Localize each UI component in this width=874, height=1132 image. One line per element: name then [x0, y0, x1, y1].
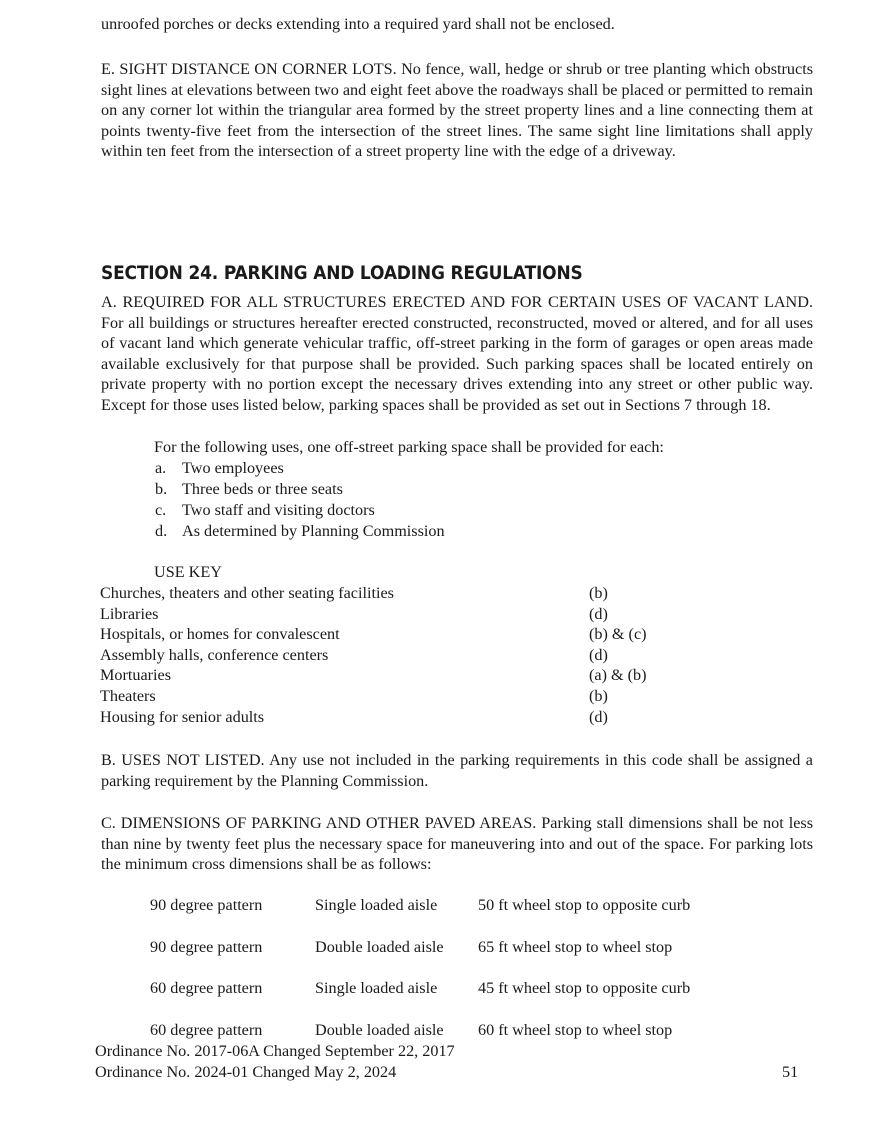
- dimension-measure: 45 ft wheel stop to opposite curb: [478, 979, 691, 997]
- criteria-text: As determined by Planning Commission: [182, 522, 445, 540]
- criteria-letter: d.: [155, 522, 168, 540]
- use-key-row: [100, 665, 720, 686]
- use-key-use: Churches, theaters and other seating facilities: [100, 584, 394, 602]
- use-key-code: (b): [589, 686, 608, 705]
- use-key-use: Assembly halls, conference centers: [100, 645, 329, 664]
- criteria-item: [155, 521, 445, 542]
- dimension-aisle: Single loaded aisle: [315, 979, 438, 997]
- use-key-title: USE KEY: [154, 563, 222, 581]
- use-key-row: [100, 686, 720, 707]
- criteria-list: [155, 458, 445, 542]
- use-key-use: Mortuaries: [100, 666, 172, 685]
- use-key-row: [100, 624, 720, 645]
- criteria-text: Two staff and visiting doctors: [182, 501, 375, 519]
- section-heading: SECTION 24. PARKING AND LOADING REGULATIONS: [101, 263, 583, 284]
- criteria-text: Three beds or three seats: [182, 480, 343, 498]
- dimension-pattern: 90 degree pattern: [150, 937, 263, 956]
- use-key-code: (d): [589, 604, 608, 623]
- use-key-row: [100, 583, 720, 604]
- footer: [95, 1041, 455, 1082]
- dimension-measure: 65 ft wheel stop to wheel stop: [478, 937, 673, 956]
- use-key-table: [100, 583, 720, 727]
- dimension-measure: 60 ft wheel stop to wheel stop: [478, 1020, 673, 1039]
- dimension-aisle: Single loaded aisle: [315, 896, 438, 914]
- dimension-aisle: Double loaded aisle: [315, 937, 444, 956]
- criteria-letter: c.: [155, 501, 167, 519]
- use-key-use: Theaters: [100, 686, 156, 705]
- criteria-item: [155, 500, 445, 521]
- intro-line: unroofed porches or decks extending into a required yard shall not be enclosed.: [101, 15, 615, 33]
- use-key-row: [100, 604, 720, 625]
- use-key-code: (b): [589, 584, 608, 602]
- use-key-use: Hospitals, or homes for convalescent: [100, 625, 340, 644]
- use-key-row: [100, 707, 720, 728]
- use-key-row: [100, 645, 720, 666]
- section-a-paragraph: A. REQUIRED FOR ALL STRUCTURES ERECTED AND FOR CERTAIN USES OF VACANT LAND. For all buildings or structures hereafter erected constructed, reconstructed, moved or altered, and for all uses of vacant land which generate vehicular traffic, off-street parking in the form of garages or open areas made available exclusively for that purpose shall be provided. Such parking spaces shall be located entirely on private property with no portion except the necessary drives extending into any street or other public way. Except for those uses listed below, parking spaces shall be provided as set out in Sections 7 through 18.: [101, 293, 813, 414]
- page-number: 51: [782, 1063, 799, 1081]
- following-uses-intro: For the following uses, one off-street parking space shall be provided for each:: [154, 438, 664, 456]
- dimension-pattern: 90 degree pattern: [150, 896, 263, 914]
- section-e-paragraph: E. SIGHT DISTANCE ON CORNER LOTS. No fence, wall, hedge or shrub or tree planting which obstructs sight lines at elevations between two and eight feet above the roadways shall be placed or permitted to remain on any corner lot within the triangular area formed by the street property lines and a line connecting them at points twenty-five feet from the intersection of the street lines. The same sight line limitations shall apply within ten feet from the intersection of a street property line with the edge of a driveway.: [101, 60, 814, 161]
- criteria-letter: a.: [155, 459, 167, 477]
- dimension-aisle: Double loaded aisle: [315, 1020, 444, 1039]
- section-b-paragraph: B. USES NOT LISTED. Any use not included in the parking requirements in this code shall be assigned a parking requirement by the Planning Commission.: [101, 751, 813, 790]
- use-key-use: Housing for senior adults: [100, 707, 265, 726]
- use-key-code: (a) & (b): [589, 666, 647, 685]
- dimension-pattern: 60 degree pattern: [150, 979, 263, 997]
- use-key-code: (d): [589, 707, 608, 726]
- footer-ordinance-line: Ordinance No. 2024-01 Changed May 2, 2024: [95, 1062, 397, 1081]
- dimension-pattern: 60 degree pattern: [150, 1020, 263, 1039]
- use-key-code: (b) & (c): [589, 625, 647, 644]
- criteria-letter: b.: [155, 480, 168, 498]
- criteria-item: [155, 458, 445, 479]
- criteria-text: Two employees: [182, 459, 284, 477]
- use-key-use: Libraries: [100, 604, 159, 623]
- criteria-item: [155, 479, 445, 500]
- dimension-measure: 50 ft wheel stop to opposite curb: [478, 896, 691, 914]
- section-c-paragraph: C. DIMENSIONS OF PARKING AND OTHER PAVED AREAS. Parking stall dimensions shall be not less than nine by twenty feet plus the necessary space for maneuvering into and out of the space. For parking lots the minimum cross dimensions shall be as follows:: [101, 814, 813, 874]
- footer-ordinance-line: Ordinance No. 2017-06A Changed September 22, 2017: [95, 1042, 455, 1060]
- use-key-code: (d): [589, 645, 608, 664]
